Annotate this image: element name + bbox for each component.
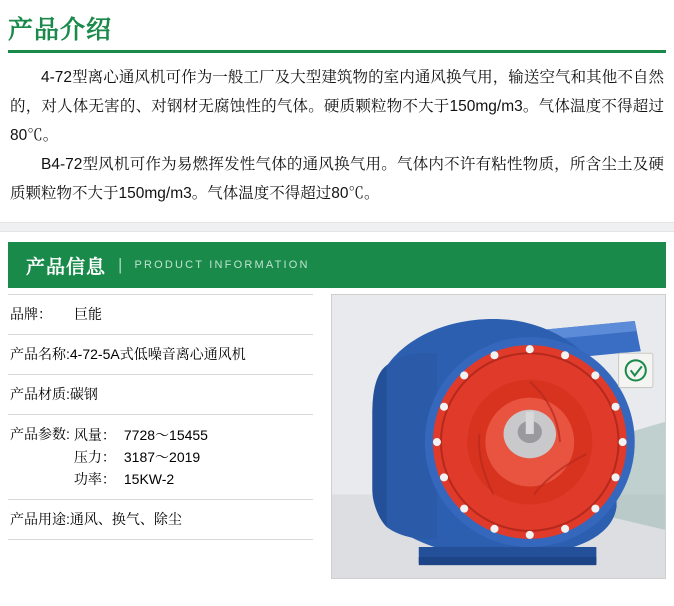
spec-row-material xyxy=(8,375,313,415)
info-title-en: PRODUCT INFORMATION xyxy=(134,259,310,271)
table-row xyxy=(8,335,313,375)
spec-value-usage: 通风、换气、除尘 xyxy=(69,511,182,527)
intro-header xyxy=(8,14,666,53)
param-airflow xyxy=(74,424,208,446)
intro-paragraph-2: B4-72型风机可作为易燃挥发性气体的通风换气用。气体内不许有粘性物质，所含尘土及硬质颗粒物不大于150mg/m3。气体温度不得超过80℃。 xyxy=(10,156,664,202)
intro-paragraph-1: 4-72型离心通风机可作为一般工厂及大型建筑物的室内通风换气用，输送空气和其他不自然的，对人体无害的、对钢材无腐蚀性的气体。硬质颗粒物不大于150mg/m3。气体温度不得超过80℃。 xyxy=(10,69,664,144)
table-row xyxy=(8,500,313,540)
spec-row-brand xyxy=(8,295,313,335)
intro-body xyxy=(10,63,664,208)
spec-label-name: 产品名称: xyxy=(10,346,70,362)
fan-illustration xyxy=(332,295,665,578)
product-photo xyxy=(331,294,666,579)
param-pressure-key: 压力： xyxy=(73,449,116,465)
spec-value-brand: 巨能 xyxy=(74,306,102,322)
spec-label-brand: 品牌： xyxy=(10,306,52,322)
info-title-cn: 产品信息 xyxy=(26,256,107,278)
spec-label-usage: 产品用途: xyxy=(10,511,70,527)
param-power xyxy=(74,468,208,490)
page-title: 产品介绍 xyxy=(8,16,113,44)
spec-value-name: 4-72-5A式低噪音离心通风机 xyxy=(69,346,246,362)
product-information-header xyxy=(8,242,666,288)
spec-row-name xyxy=(8,335,313,375)
info-title-separator: | xyxy=(118,255,123,274)
param-pressure xyxy=(74,446,208,468)
spec-label-params: 产品参数: xyxy=(10,426,70,442)
param-airflow-value: 7728～15455 xyxy=(123,427,208,443)
spec-params-list xyxy=(70,424,208,490)
spec-label-material: 产品材质: xyxy=(10,386,70,402)
product-information-body xyxy=(8,294,666,579)
spec-table xyxy=(8,294,313,540)
spec-row-usage xyxy=(8,500,313,540)
section-divider xyxy=(0,222,674,232)
product-page xyxy=(0,14,674,606)
param-power-key: 功率： xyxy=(73,471,116,487)
param-power-value: 15KW-2 xyxy=(123,471,175,487)
param-pressure-value: 3187～2019 xyxy=(123,449,201,465)
table-row xyxy=(8,375,313,415)
param-airflow-key: 风量： xyxy=(73,427,116,443)
spec-row-params xyxy=(8,415,313,500)
table-row xyxy=(8,415,313,500)
table-row xyxy=(8,295,313,335)
spec-value-material: 碳钢 xyxy=(69,386,98,402)
